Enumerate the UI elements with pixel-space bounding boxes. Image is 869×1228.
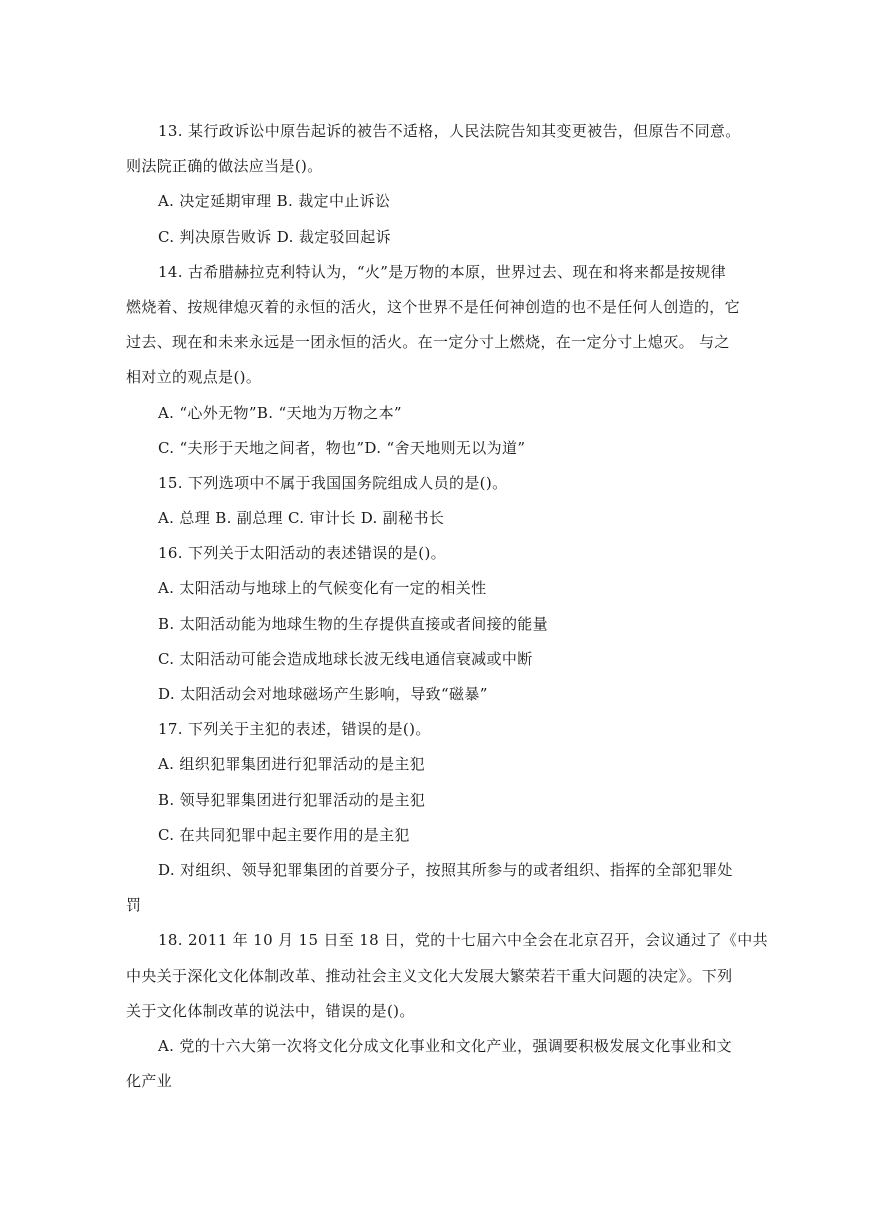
question-18-stem-line-3: 关于文化体制改革的说法中，错误的是()。 (126, 1001, 415, 1020)
question-16-stem-line-1: 16. 下列关于太阳活动的表述错误的是()。 (158, 544, 447, 563)
question-17-option-b: B. 领导犯罪集团进行犯罪活动的是主犯 (158, 790, 426, 809)
question-15-options-line-1: A. 总理 B. 副总理 C. 审计长 D. 副秘书长 (158, 509, 445, 528)
question-17-option-d: D. 对组织、领导犯罪集团的首要分子，按照其所参与的或者组织、指挥的全部犯罪处 (158, 860, 733, 879)
question-18-stem-line-1: 18. 2011 年 10 月 15 日至 18 日，党的十七届六中全会在北京召开，会议通过了《中共 (158, 931, 768, 950)
question-16-option-b: B. 太阳活动能为地球生物的生存提供直接或者间接的能量 (158, 614, 549, 633)
question-18-option-a: A. 党的十六大第一次将文化分成文化事业和文化产业，强调要积极发展文化事业和文 (158, 1036, 733, 1055)
question-17-option-d-continued: 罚 (126, 896, 142, 915)
question-13-options-line-1: A. 决定延期审理 B. 裁定中止诉讼 (158, 192, 391, 211)
question-14-stem-line-4: 相对立的观点是()。 (126, 368, 262, 387)
question-14-stem-line-3: 过去、现在和未来永远是一团永恒的活火。在一定分寸上燃烧，在一定分寸上熄灭。 与之 (126, 333, 730, 352)
question-16-option-a: A. 太阳活动与地球上的气候变化有一定的相关性 (158, 579, 487, 598)
question-17-stem-line-1: 17. 下列关于主犯的表述，错误的是()。 (158, 720, 431, 739)
question-13-stem-line-1: 13. 某行政诉讼中原告起诉的被告不适格，人民法院告知其变更被告，但原告不同意。 (158, 122, 741, 140)
question-13-stem-line-2: 则法院正确的做法应当是()。 (126, 157, 323, 176)
question-16-option-c: C. 太阳活动可能会造成地球长波无线电通信衰减或中断 (158, 649, 533, 668)
document-body (126, 114, 768, 1099)
question-16-option-d: D. 太阳活动会对地球磁场产生影响，导致“磁暴” (158, 685, 488, 703)
question-13-options-line-2: C. 判决原告败诉 D. 裁定驳回起诉 (158, 227, 391, 246)
question-18-option-a-continued: 化产业 (126, 1072, 173, 1091)
question-14-options-line-1: A. “心外无物”B. “天地为万物之本” (158, 403, 402, 422)
question-14-stem-line-2: 燃烧着、按规律熄灭着的永恒的活火，这个世界不是任何神创造的也不是任何人创造的，它 (126, 297, 741, 316)
question-14-options-line-2: C. “夫形于天地之间者，物也”D. “舍天地则无以为道” (158, 438, 526, 457)
question-14-stem-line-1: 14. 古希腊赫拉克利特认为，“火”是万物的本原，世界过去、现在和将来都是按规律 (158, 262, 726, 281)
question-15-stem-line-1: 15. 下列选项中不属于我国国务院组成人员的是()。 (158, 473, 508, 492)
question-17-option-a: A. 组织犯罪集团进行犯罪活动的是主犯 (158, 755, 426, 774)
question-17-option-c: C. 在共同犯罪中起主要作用的是主犯 (158, 825, 410, 844)
question-18-stem-line-2: 中央关于深化文化体制改革、推动社会主义文化大发展大繁荣若干重大问题的决定》。下列 (126, 966, 733, 985)
